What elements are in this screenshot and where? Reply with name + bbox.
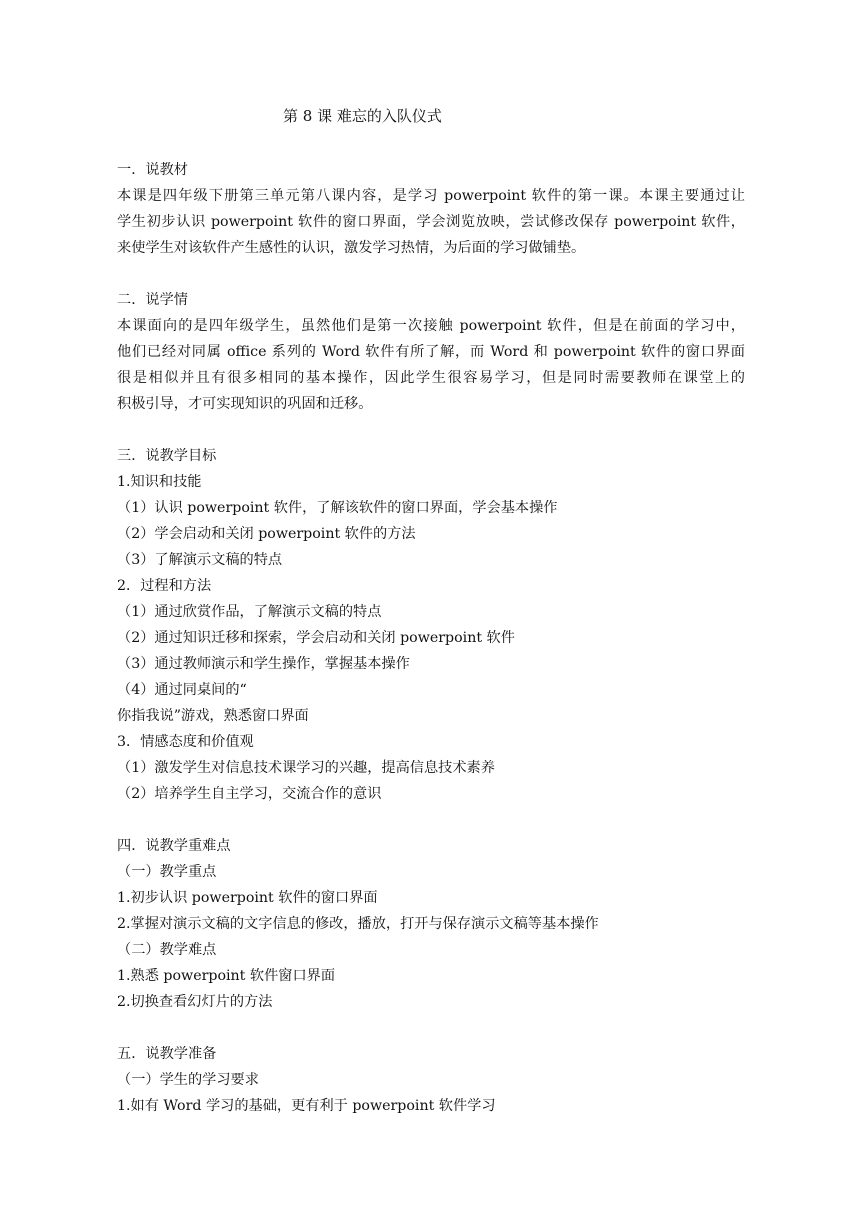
list-item: 1.初步认识 powerpoint 软件的窗口界面 <box>117 890 378 906</box>
section-heading: 四．说教学重难点 <box>117 838 231 854</box>
paragraph-line: 积极引导，才可实现知识的巩固和迁移。 <box>117 396 373 412</box>
subheading-line: 3．情感态度和价值观 <box>117 734 254 750</box>
section-heading: 一．说教材 <box>117 162 188 178</box>
list-item: 2.切换查看幻灯片的方法 <box>117 994 273 1010</box>
list-item: 2.掌握对演示文稿的文字信息的修改，播放，打开与保存演示文稿等基本操作 <box>117 916 599 932</box>
list-item: （2）学会启动和关闭 powerpoint 软件的方法 <box>117 526 416 542</box>
list-item: （4）通过同桌间的“ <box>117 682 247 698</box>
subheading-line: 1.知识和技能 <box>117 474 202 490</box>
list-item: （3）了解演示文稿的特点 <box>117 552 283 568</box>
list-item: （1）通过欣赏作品，了解演示文稿的特点 <box>117 604 382 620</box>
paragraph-line: 学生初步认识 powerpoint 软件的窗口界面，学会浏览放映，尝试修改保存 powerpoint 软件， <box>117 214 745 230</box>
blank-line <box>117 261 745 287</box>
blank-line <box>117 1015 745 1041</box>
subheading-line: （一）教学重点 <box>117 864 217 880</box>
blank-line <box>117 417 745 443</box>
subheading-line: （一）学生的学习要求 <box>117 1072 259 1088</box>
blank-line <box>117 807 745 833</box>
paragraph-line: 本课面向的是四年级学生，虽然他们是第一次接触 powerpoint 软件，但是在前面的学习中， <box>117 318 745 334</box>
list-item: 你指我说”游戏，熟悉窗口界面 <box>117 708 309 724</box>
list-item: （2）通过知识迁移和探索，学会启动和关闭 powerpoint 软件 <box>117 630 515 646</box>
list-item: 1.如有 Word 学习的基础，更有利于 powerpoint 软件学习 <box>117 1098 496 1114</box>
list-item: 1.熟悉 powerpoint 软件窗口界面 <box>117 968 336 984</box>
list-item: （3）通过教师演示和学生操作，掌握基本操作 <box>117 656 410 672</box>
paragraph-line: 本课是四年级下册第三单元第八课内容，是学习 powerpoint 软件的第一课。本课主要通过让 <box>117 188 745 204</box>
list-item: （1）激发学生对信息技术课学习的兴趣，提高信息技术素养 <box>117 760 495 776</box>
document-title: 第 8 课 难忘的入队仪式 <box>283 107 442 125</box>
subheading-line: 2．过程和方法 <box>117 578 212 594</box>
subheading-line: （二）教学难点 <box>117 942 217 958</box>
section-heading: 二．说学情 <box>117 292 188 308</box>
section-heading: 三．说教学目标 <box>117 448 217 464</box>
list-item: （1）认识 powerpoint 软件，了解该软件的窗口界面，学会基本操作 <box>117 500 558 516</box>
list-item: （2）培养学生自主学习，交流合作的意识 <box>117 786 382 802</box>
section-heading: 五．说教学准备 <box>117 1046 217 1062</box>
paragraph-line: 很是相似并且有很多相同的基本操作，因此学生很容易学习，但是同时需要教师在课堂上的 <box>117 370 745 386</box>
paragraph-line: 来使学生对该软件产生感性的认识，激发学习热情，为后面的学习做铺垫。 <box>117 240 586 256</box>
paragraph-line: 他们已经对同属 office 系列的 Word 软件有所了解，而 Word 和 powerpoint 软件的窗口界面 <box>117 344 745 360</box>
document-body <box>117 157 745 1119</box>
